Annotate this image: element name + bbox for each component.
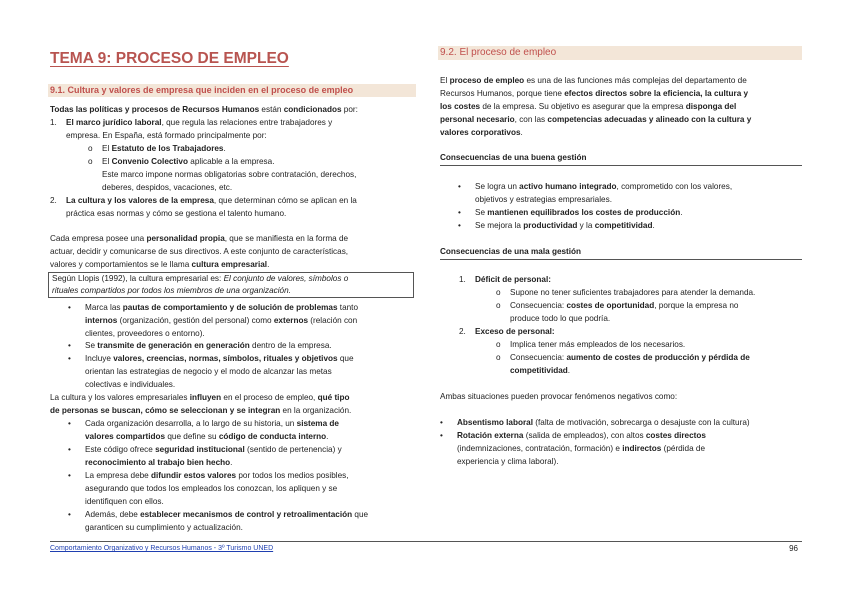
paragraph-line: los costes de la empresa. Su objetivo es asegurar que la empresa disponga del — [440, 102, 737, 111]
paragraph-line: Cada empresa posee una personalidad propia, que se manifiesta en la forma de — [50, 234, 349, 243]
sub-item-text: Este marco impone normas obligatorias sobre contratación, derechos, — [102, 170, 357, 179]
quote-line: Según Llopis (1992), la cultura empresarial es: El conjunto de valores, símbolos o — [52, 274, 349, 283]
bullet-text: valores compartidos que define su código de conducta interno. — [85, 432, 329, 441]
bullet-text: (indemnizaciones, contratación, formación) e indirectos (pérdida de — [457, 444, 706, 453]
paragraph-line: actuar, decidir y comunicarse de sus directivos. A este conjunto de características, — [50, 247, 349, 256]
list-item: Exceso de personal: — [475, 327, 555, 336]
bullet-text: asegurando que todos los empleados los conozcan, los apliquen y se — [85, 484, 338, 493]
list-item-text: empresa. En España, está formado principalmente por: — [66, 131, 267, 140]
list-number: 1. — [50, 118, 57, 127]
bullet-item: • Absentismo laboral (falta de motivación, sobrecarga o desajuste con la cultura) — [457, 417, 750, 429]
bullet-text: garanticen su cumplimiento y actualización. — [85, 523, 243, 532]
sub-item: o Supone no tener suficientes trabajadores para atender la demanda. — [510, 287, 755, 299]
bullet-item: • Se mejora la productividad y la competitividad. — [475, 220, 655, 232]
bullet-item: • Incluye valores, creencias, normas, símbolos, rituales y objetivos que — [85, 353, 354, 365]
bullet-item: • Se logra un activo humano integrado, comprometido con los valores, — [475, 181, 732, 193]
sub-item: o El Convenio Colectivo aplicable a la empresa. — [102, 156, 274, 168]
paragraph-line: de personas se buscan, cómo se seleccionan y se integran en la organización. — [50, 406, 352, 415]
list-number: 1. — [459, 275, 466, 284]
paragraph-line: Recursos Humanos, porque tiene efectos directos sobre la eficiencia, la cultura y — [440, 89, 749, 98]
section-heading-9-2: 9.2. El proceso de empleo — [438, 46, 802, 60]
sub-item-text: produce todo lo que podría. — [510, 314, 611, 323]
paragraph-line: Ambas situaciones pueden provocar fenómenos negativos como: — [440, 392, 678, 401]
bullet-text: identifiquen con ellos. — [85, 497, 164, 506]
bullet-item: • Este código ofrece seguridad institucional (sentido de pertenencia) y — [85, 444, 342, 456]
bullet-item: • Cada organización desarrolla, a lo largo de su historia, un sistema de — [85, 418, 339, 430]
page-title: TEMA 9: PROCESO DE EMPLEO — [50, 50, 289, 67]
paragraph-line: La cultura y los valores empresariales influyen en el proceso de empleo, qué tipo — [50, 393, 350, 402]
page-footer — [50, 541, 802, 556]
list-item: Déficit de personal: — [475, 275, 551, 284]
paragraph-line: El proceso de empleo es una de las funciones más complejas del departamento de — [440, 76, 747, 85]
paragraph-line: personal necesario, con las competencias adecuadas y alineado con la cultura y — [440, 115, 752, 124]
subheading-good: Consecuencias de una buena gestión — [440, 152, 802, 166]
intro-line: Todas las políticas y procesos de Recursos Humanos están condicionados por: — [50, 105, 358, 114]
paragraph-line: valores corporativos. — [440, 128, 523, 137]
sub-item-text: deberes, despidos, vacaciones, etc. — [102, 183, 233, 192]
bullet-text: internos (organización, gestión del personal) como externos (relación con — [85, 316, 358, 325]
sub-item-text: competitividad. — [510, 366, 571, 375]
bullet-item: • Se transmite de generación en generación dentro de la empresa. — [85, 340, 332, 352]
bullet-text: clientes, proveedores o entorno). — [85, 329, 205, 338]
quote-box — [48, 272, 414, 298]
bullet-text: objetivos y estrategias empresariales. — [475, 195, 612, 204]
list-item: La cultura y los valores de la empresa, que determinan cómo se aplican en la — [66, 196, 357, 205]
bullet-item: • Se mantienen equilibrados los costes de producción. — [475, 207, 682, 219]
sub-item: o El Estatuto de los Trabajadores. — [102, 143, 226, 155]
page-number: 96 — [789, 544, 798, 553]
subheading-bad: Consecuencias de una mala gestión — [440, 246, 802, 260]
list-item-text: práctica esas normas y cómo se gestiona el talento humano. — [66, 209, 287, 218]
footer-link[interactable]: Comportamiento Organizativo y Recursos Humanos - 3º Turismo UNED — [50, 545, 274, 552]
bullet-item: • Además, debe establecer mecanismos de control y retroalimentación que — [85, 509, 368, 521]
bullet-item: • Rotación externa (salida de empleados), con altos costes directos — [457, 430, 706, 442]
sub-item: o Consecuencia: costes de oportunidad, porque la empresa no — [510, 300, 738, 312]
bullet-item: • Marca las pautas de comportamiento y de solución de problemas tanto — [85, 302, 358, 314]
bullet-text: orientan las estrategias de negocio y el modo de alcanzar las metas — [85, 367, 332, 376]
list-item: El marco jurídico laboral, que regula las relaciones entre trabajadores y — [66, 118, 333, 127]
list-number: 2. — [50, 196, 57, 205]
bullet-text: reconocimiento al trabajo bien hecho. — [85, 458, 233, 467]
bullet-text: experiencia y clima laboral). — [457, 457, 559, 466]
list-number: 2. — [459, 327, 466, 336]
sub-item: o Consecuencia: aumento de costes de producción y pérdida de — [510, 352, 750, 364]
paragraph-line: valores y comportamientos se le llama cultura empresarial. — [50, 260, 270, 269]
section-heading-9-1: 9.1. Cultura y valores de empresa que inciden en el proceso de empleo — [48, 84, 416, 97]
sub-item: o Implica tener más empleados de los necesarios. — [510, 339, 685, 351]
bullet-item: • La empresa debe difundir estos valores por todos los medios posibles, — [85, 470, 349, 482]
quote-line: rituales compartidos por todos los miembros de una organización. — [52, 286, 291, 296]
bullet-text: colectivas e individuales. — [85, 380, 176, 389]
